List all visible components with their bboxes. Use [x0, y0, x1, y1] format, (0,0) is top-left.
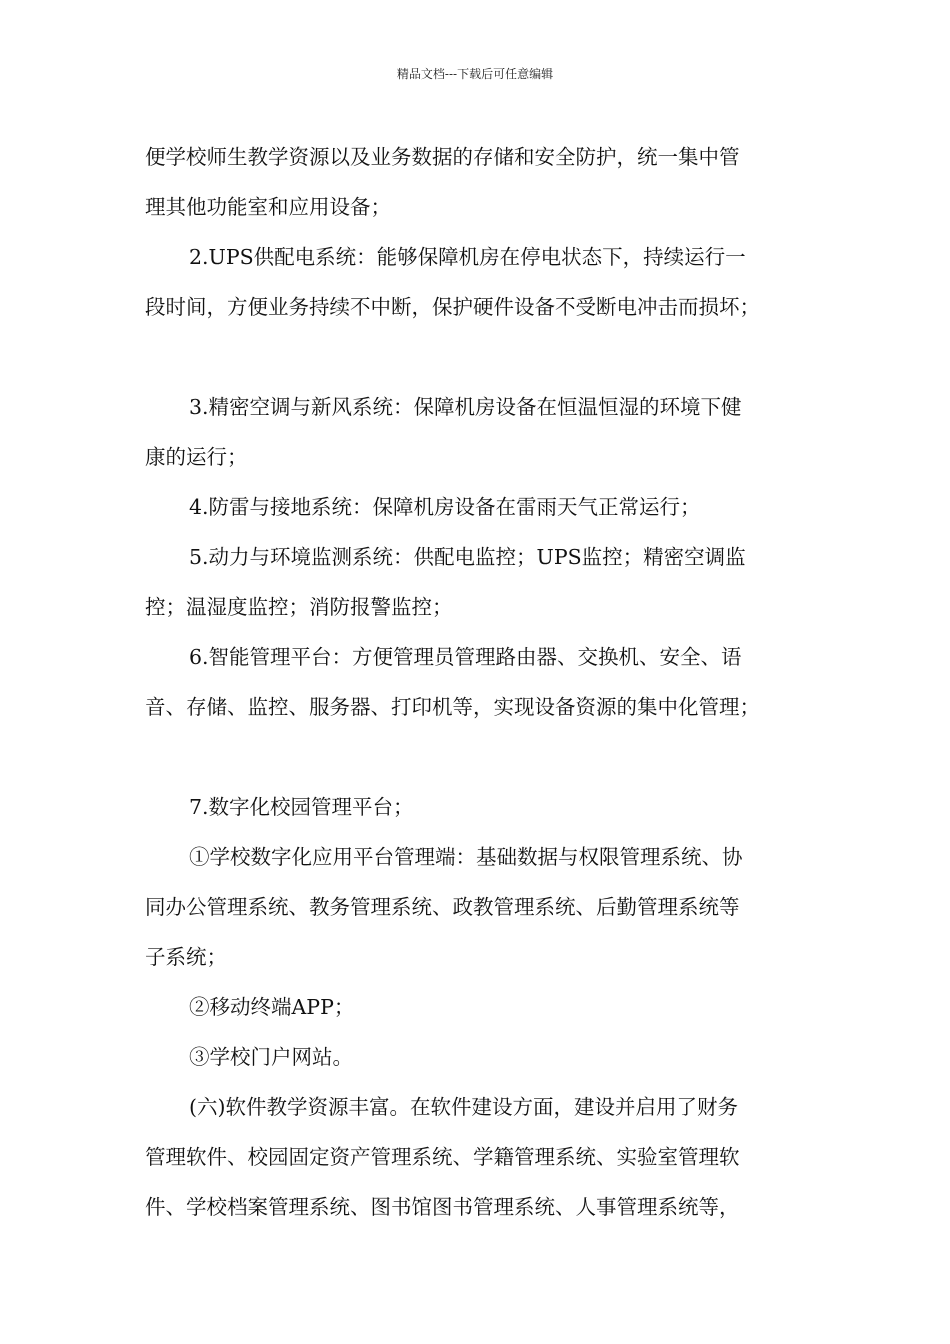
text-line: 3.精密空调与新风系统：保障机房设备在恒温恒湿的环境下健 [189, 395, 742, 419]
text-line: 4.防雷与接地系统：保障机房设备在雷雨天气正常运行； [189, 495, 701, 519]
text-line: 同办公管理系统、教务管理系统、政教管理系统、后勤管理系统等 [145, 895, 740, 919]
text-line: 管理软件、校园固定资产管理系统、学籍管理系统、实验室管理软 [145, 1145, 740, 1169]
text-line: 子系统； [145, 945, 227, 969]
text-line: 5.动力与环境监测系统：供配电监控；UPS监控；精密空调监 [189, 545, 746, 569]
text-line: 6.智能管理平台：方便管理员管理路由器、交换机、安全、语 [189, 645, 742, 669]
paragraph-gap [145, 732, 825, 782]
text-line: 段时间，方便业务持续不中断，保护硬件设备不受断电冲击而损坏； [145, 295, 760, 319]
text-line: ②移动终端APP； [189, 995, 355, 1019]
text-line: 康的运行； [145, 445, 248, 469]
paragraph-gap [145, 332, 825, 382]
text-line: 7.数字化校园管理平台； [189, 795, 414, 819]
text-line: 理其他功能室和应用设备； [145, 195, 391, 219]
text-line: ①学校数字化应用平台管理端：基础数据与权限管理系统、协 [189, 845, 743, 869]
text-line: ③学校门户网站。 [189, 1045, 353, 1069]
text-line: 控；温湿度监控；消防报警监控； [145, 595, 453, 619]
text-line: 件、学校档案管理系统、图书馆图书管理系统、人事管理系统等， [145, 1195, 740, 1219]
text-line: 2.UPS供配电系统：能够保障机房在停电状态下，持续运行一 [189, 245, 746, 269]
text-line: 便学校师生教学资源以及业务数据的存储和安全防护，统一集中管 [145, 145, 740, 169]
text-line: (六)软件教学资源丰富。在软件建设方面，建设并启用了财务 [189, 1095, 738, 1119]
text-line: 音、存储、监控、服务器、打印机等，实现设备资源的集中化管理； [145, 695, 760, 719]
document-body [145, 132, 825, 1232]
page-header: 精品文档---下载后可任意编辑 [396, 67, 554, 81]
